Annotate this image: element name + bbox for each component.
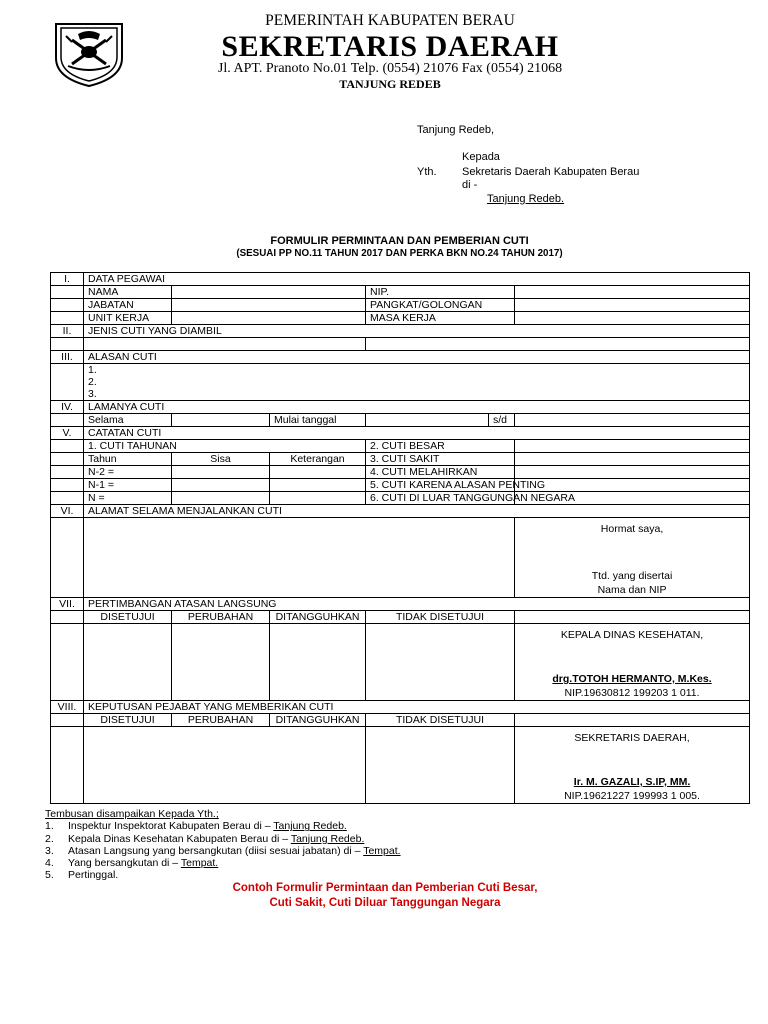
col-perubahan: PERUBAHAN bbox=[172, 714, 270, 727]
col-tidak-disetujui: TIDAK DISETUJUI bbox=[366, 714, 515, 727]
field-cuti-alasan-penting[interactable] bbox=[515, 479, 750, 492]
field-keputusan-tidak-disetujui[interactable] bbox=[366, 727, 515, 804]
section-number: III. bbox=[51, 351, 84, 364]
label-cuti-luar-tanggungan: 6. CUTI DI LUAR TANGGUNGAN NEGARA bbox=[366, 492, 515, 505]
section-title-keputusan: KEPUTUSAN PEJABAT YANG MEMBERIKAN CUTI bbox=[84, 701, 750, 714]
label-masa-kerja: MASA KERJA bbox=[366, 312, 515, 325]
field-jenis-cuti-2[interactable] bbox=[366, 338, 750, 351]
label-sd: s/d bbox=[489, 414, 515, 427]
field-jenis-cuti-1[interactable] bbox=[84, 338, 366, 351]
tembusan-heading: Tembusan disampaikan Kepada Yth.; bbox=[45, 808, 219, 820]
field-cuti-melahirkan[interactable] bbox=[515, 466, 750, 479]
field-n1-sisa[interactable] bbox=[172, 479, 270, 492]
supervisor-signature-block bbox=[515, 624, 750, 701]
form-subtitle: (SESUAI PP NO.11 TAHUN 2017 DAN PERKA BKN NO.24 TAHUN 2017) bbox=[236, 248, 563, 259]
field-cuti-besar[interactable] bbox=[515, 440, 750, 453]
place-date: Tanjung Redeb, bbox=[417, 124, 495, 136]
label-n2: N-2 = bbox=[84, 466, 172, 479]
recipient-location: Tanjung Redeb. bbox=[487, 193, 565, 205]
label-n1: N-1 = bbox=[84, 479, 172, 492]
section-number: VIII. bbox=[51, 701, 84, 714]
label-selama: Selama bbox=[84, 414, 172, 427]
col-ditangguhkan: DITANGGUHKAN bbox=[270, 611, 366, 624]
section-title-alamat: ALAMAT SELAMA MENJALANKAN CUTI bbox=[84, 505, 750, 518]
field-atasan-ditangguhkan[interactable] bbox=[270, 624, 366, 701]
alasan-item-2: 2. bbox=[88, 376, 97, 388]
yth-label: Yth. bbox=[417, 166, 437, 178]
recipient: Sekretaris Daerah Kabupaten Berau bbox=[462, 166, 640, 178]
supervisor-nip: NIP.19630812 199203 1 011. bbox=[564, 687, 700, 699]
col-disetujui: DISETUJUI bbox=[84, 611, 172, 624]
example-note bbox=[120, 881, 650, 911]
label-cuti-sakit: 3. CUTI SAKIT bbox=[366, 453, 515, 466]
label-keterangan: Keterangan bbox=[270, 453, 366, 466]
letterhead-government: PEMERINTAH KABUPATEN BERAU bbox=[265, 12, 515, 29]
list-item: 5. Pertinggal. bbox=[45, 869, 119, 882]
label-nama: NAMA bbox=[84, 286, 172, 299]
example-note-line-1: Contoh Formulir Permintaan dan Pemberian Cuti Besar, bbox=[232, 882, 538, 894]
alasan-item-3: 3. bbox=[88, 388, 97, 400]
field-sampai-tanggal[interactable] bbox=[515, 414, 750, 427]
hormat-saya: Hormat saya, bbox=[600, 523, 664, 535]
letterhead-office: SEKRETARIS DAERAH bbox=[221, 30, 559, 63]
section-title-pertimbangan: PERTIMBANGAN ATASAN LANGSUNG bbox=[84, 598, 750, 611]
field-n1-keterangan[interactable] bbox=[270, 479, 366, 492]
label-mulai-tanggal: Mulai tanggal bbox=[270, 414, 366, 427]
field-selama[interactable] bbox=[172, 414, 270, 427]
official-name: Ir. M. GAZALI, S.IP, MM. bbox=[573, 776, 691, 788]
field-nip[interactable] bbox=[515, 286, 750, 299]
label-cuti-melahirkan: 4. CUTI MELAHIRKAN bbox=[366, 466, 515, 479]
field-jabatan[interactable] bbox=[172, 299, 366, 312]
section-title-jenis-cuti: JENIS CUTI YANG DIAMBIL bbox=[84, 325, 750, 338]
label-jabatan: JABATAN bbox=[84, 299, 172, 312]
letterhead-address: Jl. APT. Pranoto No.01 Telp. (0554) 21076 Fax (0554) 21068 bbox=[217, 61, 563, 76]
field-atasan-tidak-disetujui[interactable] bbox=[366, 624, 515, 701]
section-title-alasan-cuti: ALASAN CUTI bbox=[84, 351, 750, 364]
official-position: SEKRETARIS DAERAH, bbox=[574, 732, 690, 744]
field-n2-sisa[interactable] bbox=[172, 466, 270, 479]
section-title-data-pegawai: DATA PEGAWAI bbox=[84, 273, 750, 286]
section-number: I. bbox=[51, 273, 84, 286]
field-cuti-sakit[interactable] bbox=[515, 453, 750, 466]
section-number: V. bbox=[51, 427, 84, 440]
field-unit-kerja[interactable] bbox=[172, 312, 366, 325]
field-alamat[interactable] bbox=[84, 518, 515, 598]
col-perubahan: PERUBAHAN bbox=[172, 611, 270, 624]
label-cuti-alasan-penting: 5. CUTI KARENA ALASAN PENTING bbox=[366, 479, 515, 492]
alasan-item-1: 1. bbox=[88, 364, 97, 376]
col-tidak-disetujui: TIDAK DISETUJUI bbox=[366, 611, 515, 624]
supervisor-name: drg.TOTOH HERMANTO, M.Kes. bbox=[552, 673, 712, 685]
example-note-line-2: Cuti Sakit, Cuti Diluar Tanggungan Negara bbox=[269, 897, 501, 909]
list-item: 3. Atasan Langsung yang bersangkutan (diisi sesuai jabatan) di – Tempat. bbox=[45, 844, 401, 857]
section-number: II. bbox=[51, 325, 84, 338]
di-label: di - bbox=[462, 179, 478, 191]
section-title-catatan-cuti: CATATAN CUTI bbox=[84, 427, 750, 440]
field-n2-keterangan[interactable] bbox=[270, 466, 366, 479]
label-cuti-tahunan: 1. CUTI TAHUNAN bbox=[84, 440, 366, 453]
section-number: IV. bbox=[51, 401, 84, 414]
kepada-label: Kepada bbox=[462, 151, 500, 163]
label-nip: NIP. bbox=[366, 286, 515, 299]
field-atasan-perubahan[interactable] bbox=[172, 624, 270, 701]
list-item: 1. Inspektur Inspektorat Kabupaten Berau di – Tanjung Redeb. bbox=[45, 820, 347, 833]
form-title: FORMULIR PERMINTAAN DAN PEMBERIAN CUTI bbox=[270, 235, 529, 247]
ttd-label: Ttd. yang disertai bbox=[591, 570, 673, 582]
list-item: 2. Kepala Dinas Kesehatan Kabupaten Berau di – Tanjung Redeb. bbox=[45, 832, 365, 845]
nama-nip-label: Nama dan NIP bbox=[597, 584, 667, 596]
leave-form-table bbox=[50, 272, 750, 804]
supervisor-position: KEPALA DINAS KESEHATAN, bbox=[560, 629, 704, 641]
section-number: VII. bbox=[51, 598, 84, 611]
label-cuti-besar: 2. CUTI BESAR bbox=[366, 440, 515, 453]
tembusan-list bbox=[45, 808, 565, 882]
col-ditangguhkan: DITANGGUHKAN bbox=[270, 714, 366, 727]
field-n-sisa[interactable] bbox=[172, 492, 270, 505]
section-number: VI. bbox=[51, 505, 84, 518]
label-sisa: Sisa bbox=[172, 453, 270, 466]
field-atasan-disetujui[interactable] bbox=[84, 624, 172, 701]
field-alasan-cuti[interactable] bbox=[84, 364, 750, 401]
label-tahun: Tahun bbox=[84, 453, 172, 466]
field-masa-kerja[interactable] bbox=[515, 312, 750, 325]
label-unit-kerja: UNIT KERJA bbox=[84, 312, 172, 325]
letterhead-city: TANJUNG REDEB bbox=[339, 77, 441, 91]
label-n: N = bbox=[84, 492, 172, 505]
list-item: 4. Yang bersangkutan di – Tempat. bbox=[45, 857, 219, 870]
field-nama[interactable] bbox=[172, 286, 366, 299]
applicant-signature-block bbox=[515, 518, 750, 598]
official-nip: NIP.19621227 199993 1 005. bbox=[564, 790, 700, 802]
berau-coat-of-arms-logo bbox=[50, 18, 128, 88]
field-n-keterangan[interactable] bbox=[270, 492, 366, 505]
field-keputusan-kiri[interactable] bbox=[84, 727, 366, 804]
section-title-lamanya-cuti: LAMANYA CUTI bbox=[84, 401, 750, 414]
field-mulai-tanggal[interactable] bbox=[366, 414, 489, 427]
label-pangkat: PANGKAT/GOLONGAN bbox=[366, 299, 515, 312]
official-signature-block bbox=[515, 727, 750, 804]
field-pangkat[interactable] bbox=[515, 299, 750, 312]
col-disetujui: DISETUJUI bbox=[84, 714, 172, 727]
